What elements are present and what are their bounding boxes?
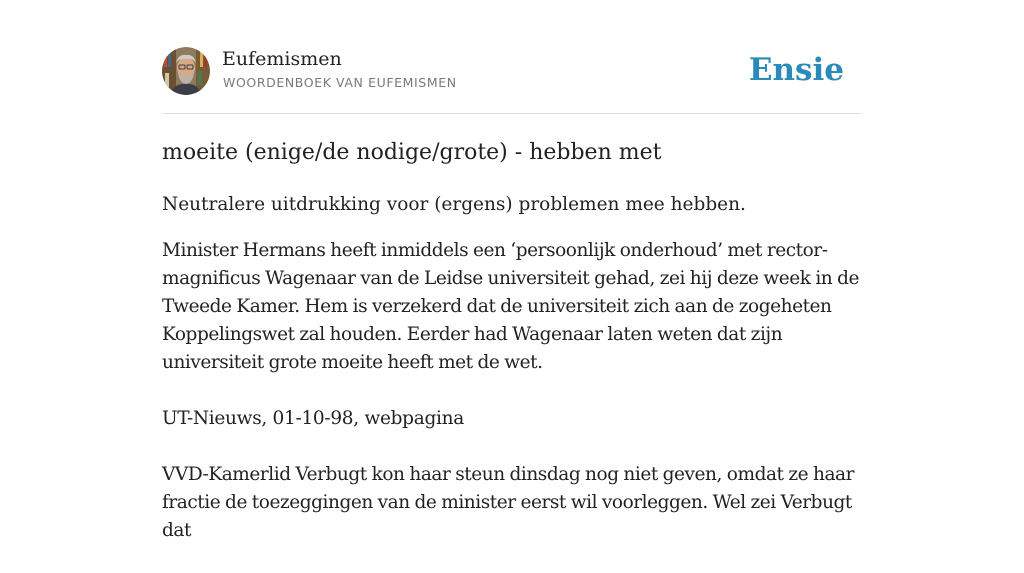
entry-title: moeite (enige/de nodige/grote) - hebben met	[162, 140, 662, 165]
avatar-image	[162, 47, 210, 95]
quote-text: VVD-Kamerlid Verbugt kon haar steun dinsdag nog niet geven, omdat ze haar fractie de toezeggingen van de minister eerst wil voorleggen. Wel zei Verbugt dat	[162, 464, 854, 541]
brand-logo[interactable]: Ensie	[748, 52, 844, 88]
quote-text: Minister Hermans heeft inmiddels een ‘persoonlijk onderhoud’ met rector-magnificus Wagenaar van de Leidse universiteit gehad, zei hij deze week in de Tweede Kamer. Hem is verzekerd dat de universiteit zich aan de zogeheten Koppelingswet zal houden. Eerder had Wagenaar laten weten dat zijn universiteit grote moeite heeft met de wet.	[162, 240, 859, 373]
quote-source: UT-Nieuws, 01-10-98, webpagina	[162, 408, 464, 429]
author-name[interactable]: Eufemismen	[222, 48, 342, 70]
header	[162, 47, 862, 95]
entry-definition: Neutralere uitdrukking voor (ergens) problemen mee hebben.	[162, 194, 746, 215]
author-subtitle[interactable]: WOORDENBOEK VAN EUFEMISMEN	[223, 75, 457, 90]
quote-block	[162, 461, 862, 545]
quotes-list	[162, 237, 862, 573]
author-avatar[interactable]	[162, 47, 210, 95]
header-divider	[162, 113, 862, 114]
quote-block	[162, 237, 862, 433]
